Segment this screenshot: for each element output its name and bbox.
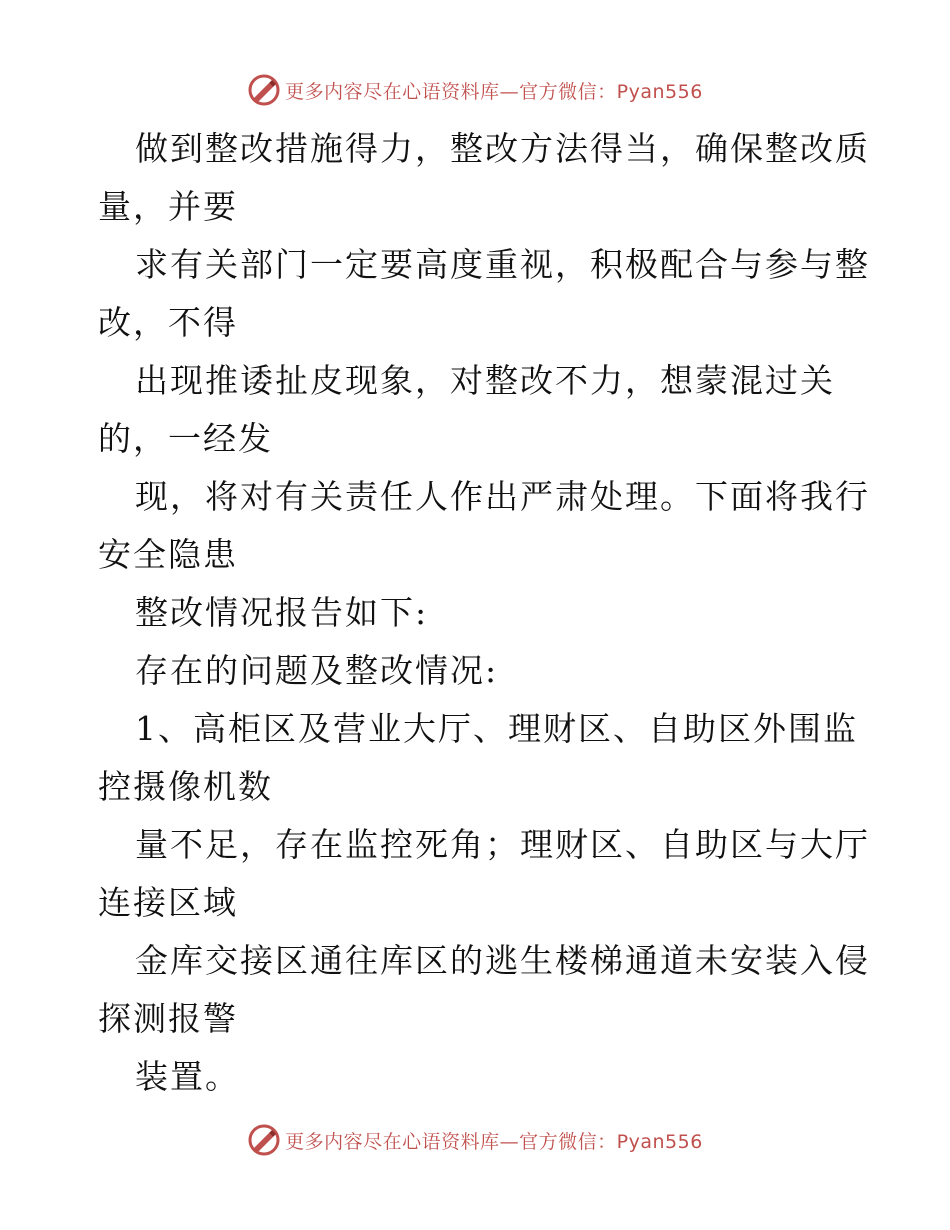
text-line: 整改情况报告如下: bbox=[135, 593, 429, 632]
footer-watermark bbox=[0, 1120, 950, 1160]
text-line: 量，并要 bbox=[98, 187, 238, 226]
text-line: 存在的问题及整改情况: bbox=[135, 651, 499, 690]
text-line: 安全隐患 bbox=[98, 535, 238, 574]
pen-logo-icon bbox=[247, 1123, 281, 1157]
text-line: 连接区域 bbox=[98, 883, 238, 922]
text-line: 控摄像机数 bbox=[98, 767, 273, 806]
text-line: 做到整改措施得力，整改方法得当，确保整改质 bbox=[135, 129, 870, 168]
text-line: 改，不得 bbox=[98, 303, 238, 342]
text-line: 装置。 bbox=[135, 1057, 240, 1096]
text-line: 1、高柜区及营业大厅、理财区、自助区外围监 bbox=[135, 709, 858, 748]
document-body bbox=[98, 120, 870, 1106]
pen-logo-icon bbox=[247, 73, 281, 107]
text-line: 求有关部门一定要高度重视，积极配合与参与整 bbox=[135, 245, 870, 284]
text-line: 出现推诿扯皮现象，对整改不力，想蒙混过关 bbox=[135, 361, 835, 400]
text-line: 探测报警 bbox=[98, 999, 238, 1038]
watermark-text: 更多内容尽在心语资料库—官方微信：Pyan556 bbox=[285, 80, 703, 103]
text-line: 金库交接区通往库区的逃生楼梯通道未安装入侵 bbox=[135, 941, 870, 980]
text-line: 现，将对有关责任人作出严肃处理。下面将我行 bbox=[135, 477, 870, 516]
watermark-text: 更多内容尽在心语资料库—官方微信：Pyan556 bbox=[285, 1130, 703, 1153]
text-line: 量不足，存在监控死角；理财区、自助区与大厅 bbox=[135, 825, 870, 864]
text-line: 的，一经发 bbox=[98, 419, 273, 458]
header-watermark bbox=[0, 70, 950, 110]
